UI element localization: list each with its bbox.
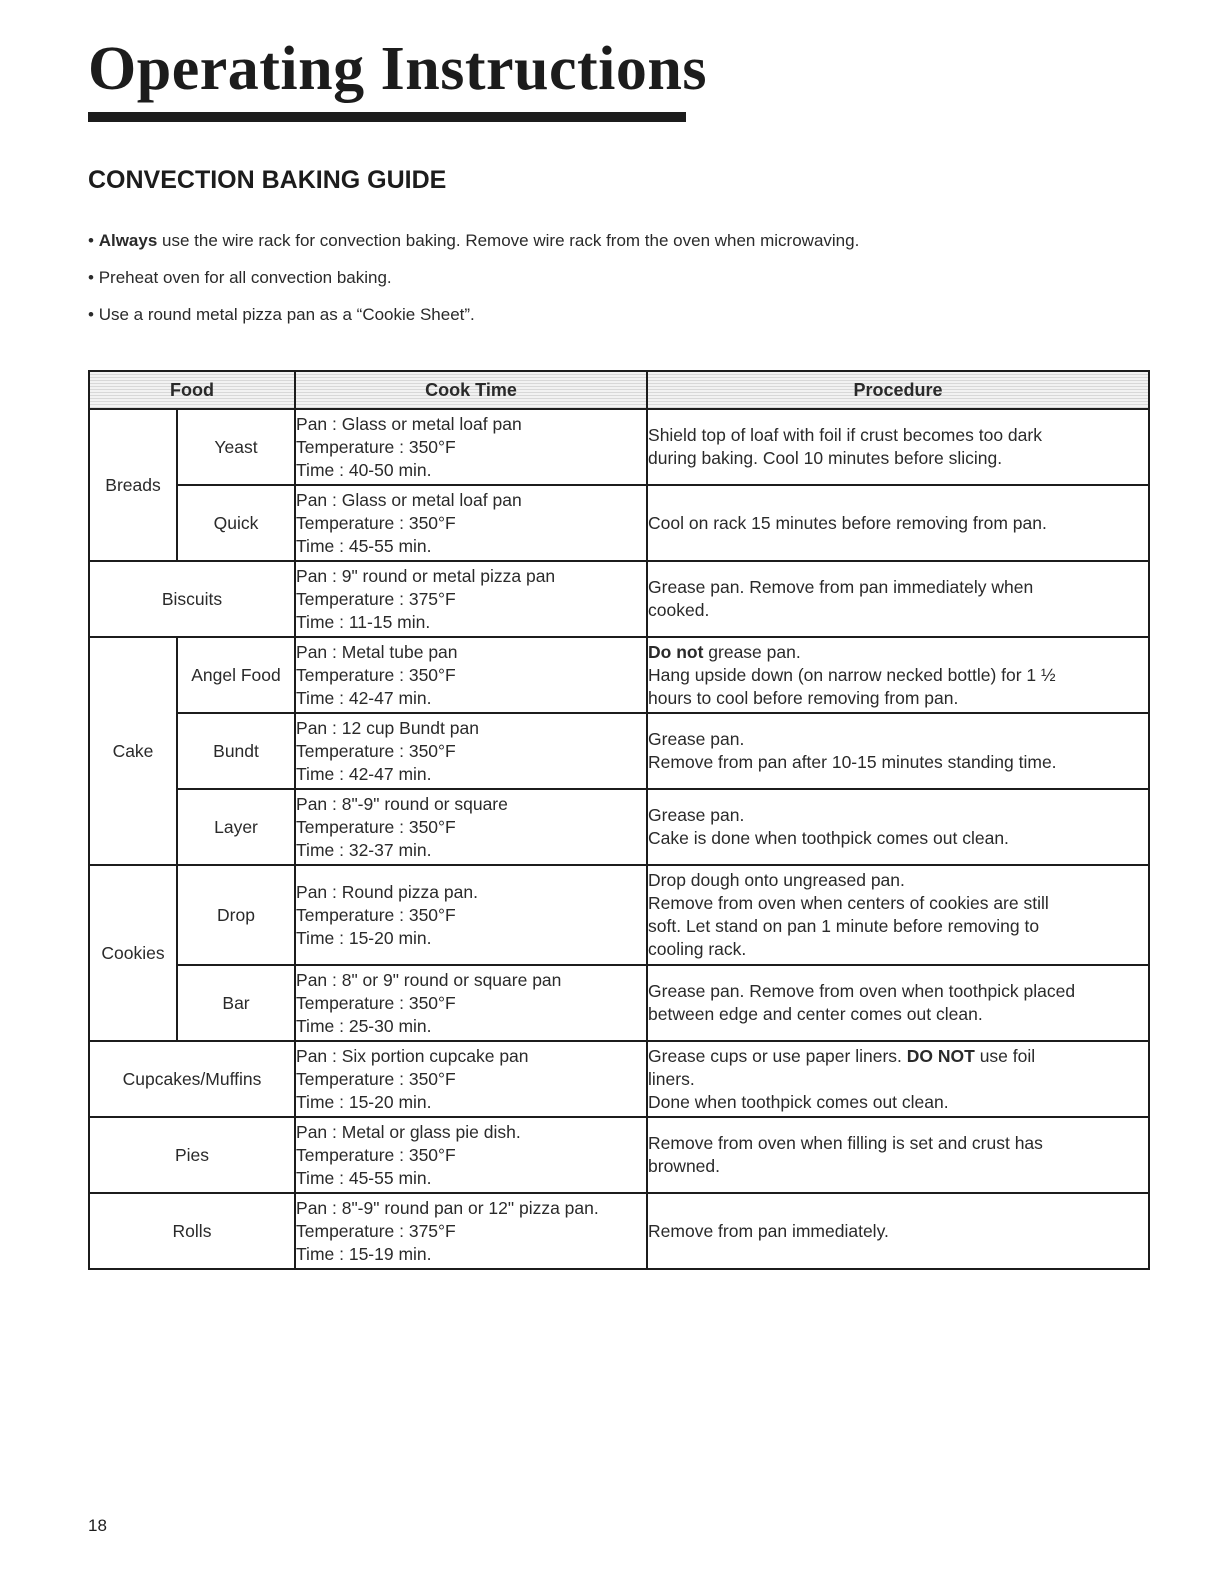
- procedure-line: [648, 1045, 1148, 1068]
- bullet-item: • Always use the wire rack for convection baking. Remove wire rack from the oven when microwaving.: [88, 231, 860, 250]
- food-type-quick: Quick: [177, 485, 295, 561]
- cook-pan: Pan : Metal or glass pie dish.: [296, 1121, 521, 1142]
- procedure-cell: [647, 485, 1149, 561]
- procedure-cell: [647, 561, 1149, 637]
- title-underline: [88, 112, 686, 122]
- cook-time-cell: [295, 1041, 647, 1117]
- header-procedure: Procedure: [647, 371, 1149, 409]
- procedure-line: Grease pan.: [648, 729, 745, 749]
- food-group-cookies: Cookies: [89, 865, 177, 1041]
- cook-time: Time : 11-15 min.: [296, 611, 431, 632]
- procedure-line: Remove from pan immediately.: [648, 1220, 889, 1241]
- cook-temperature: Temperature : 350°F: [296, 740, 456, 761]
- bullet-text: Use a round metal pizza pan as a “Cookie Sheet”.: [98, 305, 475, 324]
- cook-time: Time : 15-19 min.: [296, 1243, 432, 1264]
- procedure-line: Remove from oven when centers of cookies are still: [648, 893, 1049, 913]
- cook-temperature: Temperature : 350°F: [296, 816, 456, 837]
- procedure-line: during baking. Cool 10 minutes before slicing.: [648, 448, 1003, 468]
- procedure-emphasis: DO NOT: [906, 1045, 975, 1066]
- procedure-line: cooling rack.: [648, 939, 747, 959]
- bullet-list: [88, 230, 859, 341]
- procedure-text: use foil: [974, 1045, 1036, 1066]
- cook-time: Time : 15-20 min.: [296, 927, 432, 948]
- food-type-drop: Drop: [177, 865, 295, 965]
- cook-time: Time : 45-55 min.: [296, 535, 432, 556]
- header-food: Food: [89, 371, 295, 409]
- food-group-cake: Cake: [89, 637, 177, 865]
- table-row: [89, 865, 1149, 965]
- procedure-line: soft. Let stand on pan 1 minute before removing to: [648, 916, 1040, 936]
- cook-time: Time : 45-55 min.: [296, 1167, 432, 1188]
- procedure-cell: [647, 713, 1149, 789]
- procedure-cell: [647, 1041, 1149, 1117]
- cook-time-cell: [295, 409, 647, 485]
- procedure-line: Grease pan. Remove from oven when toothpick placed: [648, 981, 1076, 1001]
- bullet-item: • Use a round metal pizza pan as a “Cookie Sheet”.: [88, 305, 475, 324]
- cook-time: Time : 25-30 min.: [296, 1015, 432, 1036]
- bullet-text: use the wire rack for convection baking. Remove wire rack from the oven when microwaving.: [157, 231, 860, 250]
- procedure-line: Grease pan. Remove from pan immediately when: [648, 577, 1034, 597]
- bullet-emphasis: Always: [98, 231, 158, 250]
- table-row: [89, 1193, 1149, 1269]
- procedure-line: Shield top of loaf with foil if crust becomes too dark: [648, 425, 1042, 445]
- page-number: 18: [88, 1516, 107, 1535]
- procedure-line: Done when toothpick comes out clean.: [648, 1091, 949, 1112]
- cook-time-cell: [295, 713, 647, 789]
- food-group-pies: Pies: [89, 1117, 295, 1193]
- food-group-rolls: Rolls: [89, 1193, 295, 1269]
- procedure-line: Drop dough onto ungreased pan.: [648, 870, 905, 890]
- procedure-line: Remove from oven when filling is set and crust has: [648, 1133, 1043, 1153]
- cook-pan: Pan : Metal tube pan: [296, 641, 458, 662]
- cook-time-cell: [295, 561, 647, 637]
- table-row: [89, 561, 1149, 637]
- table-row: [89, 1041, 1149, 1117]
- cook-temperature: Temperature : 350°F: [296, 992, 456, 1013]
- cook-pan: Pan : Six portion cupcake pan: [296, 1045, 529, 1066]
- procedure-line: browned.: [648, 1156, 721, 1176]
- cook-pan: Pan : 8" or 9" round or square pan: [296, 969, 562, 990]
- procedure-line: liners.: [648, 1068, 695, 1089]
- cook-pan: Pan : Glass or metal loaf pan: [296, 413, 522, 434]
- cook-temperature: Temperature : 375°F: [296, 1220, 456, 1241]
- cook-time: Time : 42-47 min.: [296, 763, 432, 784]
- procedure-line: Cake is done when toothpick comes out clean.: [648, 828, 1009, 848]
- cook-temperature: Temperature : 350°F: [296, 436, 456, 457]
- table-row: [89, 789, 1149, 865]
- procedure-cell: [647, 865, 1149, 965]
- table-row: [89, 409, 1149, 485]
- food-type-layer: Layer: [177, 789, 295, 865]
- procedure-cell: [647, 789, 1149, 865]
- cook-temperature: Temperature : 350°F: [296, 512, 456, 533]
- procedure-line: Hang upside down (on narrow necked bottle) for 1 ½: [648, 664, 1056, 685]
- cook-pan: Pan : 9" round or metal pizza pan: [296, 565, 556, 586]
- bullet-text: Preheat oven for all convection baking.: [98, 268, 392, 287]
- cook-time-cell: [295, 637, 647, 713]
- cook-time-cell: [295, 965, 647, 1041]
- cook-temperature: Temperature : 350°F: [296, 904, 456, 925]
- procedure-text: grease pan.: [703, 641, 801, 662]
- cook-pan: Pan : Round pizza pan.: [296, 881, 478, 902]
- procedure-line: cooked.: [648, 600, 710, 620]
- cook-time: Time : 15-20 min.: [296, 1091, 432, 1112]
- procedure-line: Cool on rack 15 minutes before removing from pan.: [648, 512, 1047, 533]
- food-group-cupcakes-muffins: Cupcakes/Muffins: [89, 1041, 295, 1117]
- bullet-item: • Preheat oven for all convection baking.: [88, 268, 392, 287]
- table-row: [89, 713, 1149, 789]
- table-row: [89, 637, 1149, 713]
- section-heading: CONVECTION BAKING GUIDE: [88, 166, 447, 194]
- cook-time-cell: [295, 1193, 647, 1269]
- procedure-cell: [647, 1193, 1149, 1269]
- procedure-line: hours to cool before removing from pan.: [648, 687, 959, 708]
- header-cook-time: Cook Time: [295, 371, 647, 409]
- food-type-bar: Bar: [177, 965, 295, 1041]
- procedure-line: between edge and center comes out clean.: [648, 1004, 983, 1024]
- cook-time-cell: [295, 789, 647, 865]
- procedure-cell: [647, 1117, 1149, 1193]
- cook-pan: Pan : 8"-9" round pan or 12" pizza pan.: [296, 1197, 599, 1218]
- procedure-cell: [647, 637, 1149, 713]
- procedure-cell: [647, 965, 1149, 1041]
- cook-time: Time : 40-50 min.: [296, 459, 432, 480]
- food-group-biscuits: Biscuits: [89, 561, 295, 637]
- procedure-line: Grease pan.: [648, 805, 745, 825]
- procedure-emphasis: Do not: [648, 641, 704, 662]
- table-row: [89, 485, 1149, 561]
- cook-pan: Pan : 12 cup Bundt pan: [296, 717, 479, 738]
- table-row: [89, 965, 1149, 1041]
- food-group-breads: Breads: [89, 409, 177, 561]
- cook-time: Time : 32-37 min.: [296, 839, 432, 860]
- cook-time-cell: [295, 1117, 647, 1193]
- procedure-cell: [647, 409, 1149, 485]
- convection-baking-table: [88, 370, 1150, 1270]
- procedure-line: Remove from pan after 10-15 minutes standing time.: [648, 752, 1057, 772]
- cook-temperature: Temperature : 350°F: [296, 664, 456, 685]
- food-type-angel-food: Angel Food: [177, 637, 295, 713]
- procedure-line: [648, 641, 1148, 664]
- cook-time: Time : 42-47 min.: [296, 687, 432, 708]
- cook-temperature: Temperature : 350°F: [296, 1144, 456, 1165]
- food-type-yeast: Yeast: [177, 409, 295, 485]
- page-title: Operating Instructions: [88, 35, 707, 103]
- procedure-text: Grease cups or use paper liners.: [648, 1045, 907, 1066]
- cook-temperature: Temperature : 350°F: [296, 1068, 456, 1089]
- cook-time-cell: [295, 865, 647, 965]
- table-header-row: [89, 371, 1149, 409]
- cook-pan: Pan : 8"-9" round or square: [296, 793, 508, 814]
- food-type-bundt: Bundt: [177, 713, 295, 789]
- cook-time-cell: [295, 485, 647, 561]
- cook-temperature: Temperature : 375°F: [296, 588, 456, 609]
- cook-pan: Pan : Glass or metal loaf pan: [296, 489, 522, 510]
- table-row: [89, 1117, 1149, 1193]
